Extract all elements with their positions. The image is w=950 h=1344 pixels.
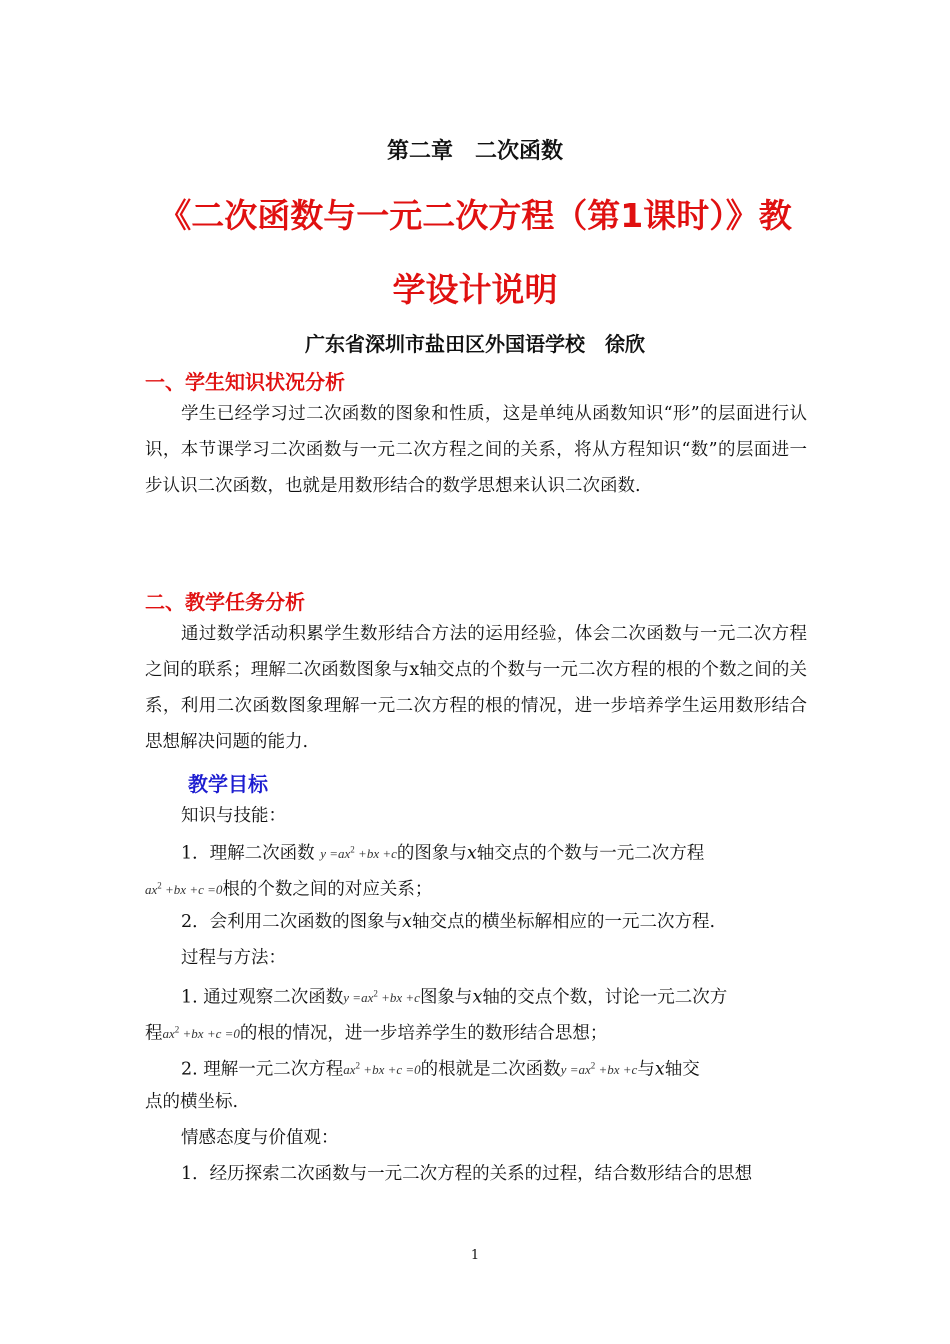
- section2-paragraph: 通过数学活动积累学生数形结合方法的运用经验，体会二次函数与一元二次方程之间的联系；理解二次函数图象与x轴交点的个数与一元二次方程的根的个数之间的关系，利用二次函数图象理解一元二次方程的根的情况，进一步培养学生运用数形结合思想解决问题的能力.: [145, 624, 807, 752]
- quadratic-function-formula: $y =ax^2 +bx +c$: [320, 845, 397, 862]
- process-item-1-cont: 程$ax^2 +bx +c =0$的根的情况，进一步培养学生的数形结合思想；: [145, 1023, 608, 1044]
- k1-text-e: 根的个数之间的对应关系；: [222, 879, 433, 900]
- quadratic-function-formula: $y =ax^2 +bx +c$: [343, 989, 420, 1006]
- author-line: 广东省深圳市盐田区外国语学校 徐欣: [305, 332, 645, 356]
- emotion-label: 情感态度与价值观：: [181, 1128, 339, 1148]
- process-item-2-cont: 点的横坐标.: [145, 1092, 239, 1112]
- k1-x: x: [466, 843, 477, 864]
- section1-heading: 一、学生知识状况分析: [145, 370, 345, 394]
- chapter-heading: 第二章 二次函数: [386, 139, 563, 164]
- knowledge-item-1-cont: [145, 868, 807, 908]
- quadratic-equation-formula: $ax^2 +bx +c =0$: [145, 881, 223, 898]
- process-item-2: 2. 理解一元二次方程$ax^2 +bx +c =0$的根就是二次函数$y =ax^2 +bx +c$与x轴交: [181, 1059, 700, 1080]
- k1-text-a: 1．理解二次函数: [181, 843, 315, 864]
- emotion-item-1: 1．经历探索二次函数与一元二次方程的关系的过程，结合数形结合的思想: [181, 1164, 753, 1184]
- teaching-goals-heading: 教学目标: [188, 772, 268, 796]
- knowledge-label: 知识与技能：: [181, 806, 286, 826]
- k1-text-d: 轴交点的个数与一元二次方程: [476, 843, 705, 864]
- document-title-line2: 学设计说明: [392, 270, 558, 309]
- quadratic-function-formula: $y =ax^2 +bx +c$: [560, 1061, 638, 1078]
- quadratic-equation-formula: $ax^2 +bx +c =0$: [162, 1025, 240, 1042]
- section1-paragraph: 学生已经学习过二次函数的图象和性质，这是单纯从函数知识“形”的层面进行认识，本节课学习二次函数与一元二次方程之间的关系，将从方程知识“数”的层面进一步认识二次函数，也就是用数形结合的数学思想来认识二次函数.: [145, 404, 807, 496]
- process-label: 过程与方法：: [181, 948, 286, 968]
- section2-heading: 二、教学任务分析: [145, 590, 305, 614]
- page-number: 1: [470, 1248, 480, 1263]
- process-item-1: 1. 通过观察二次函数$y =ax^2 +bx +c$图象与x轴的交点个数，讨论一元二次方: [181, 987, 728, 1008]
- knowledge-item-1: [145, 832, 807, 872]
- document-title-line1: 《二次函数与一元二次方程（第1课时）》教: [158, 196, 792, 235]
- k1-text-b: 的图象与: [396, 843, 467, 864]
- quadratic-equation-formula: $ax^2 +bx +c =0$: [343, 1061, 421, 1078]
- knowledge-item-2: 2．会利用二次函数的图象与x轴交点的横坐标解相应的一元二次方程.: [181, 912, 716, 932]
